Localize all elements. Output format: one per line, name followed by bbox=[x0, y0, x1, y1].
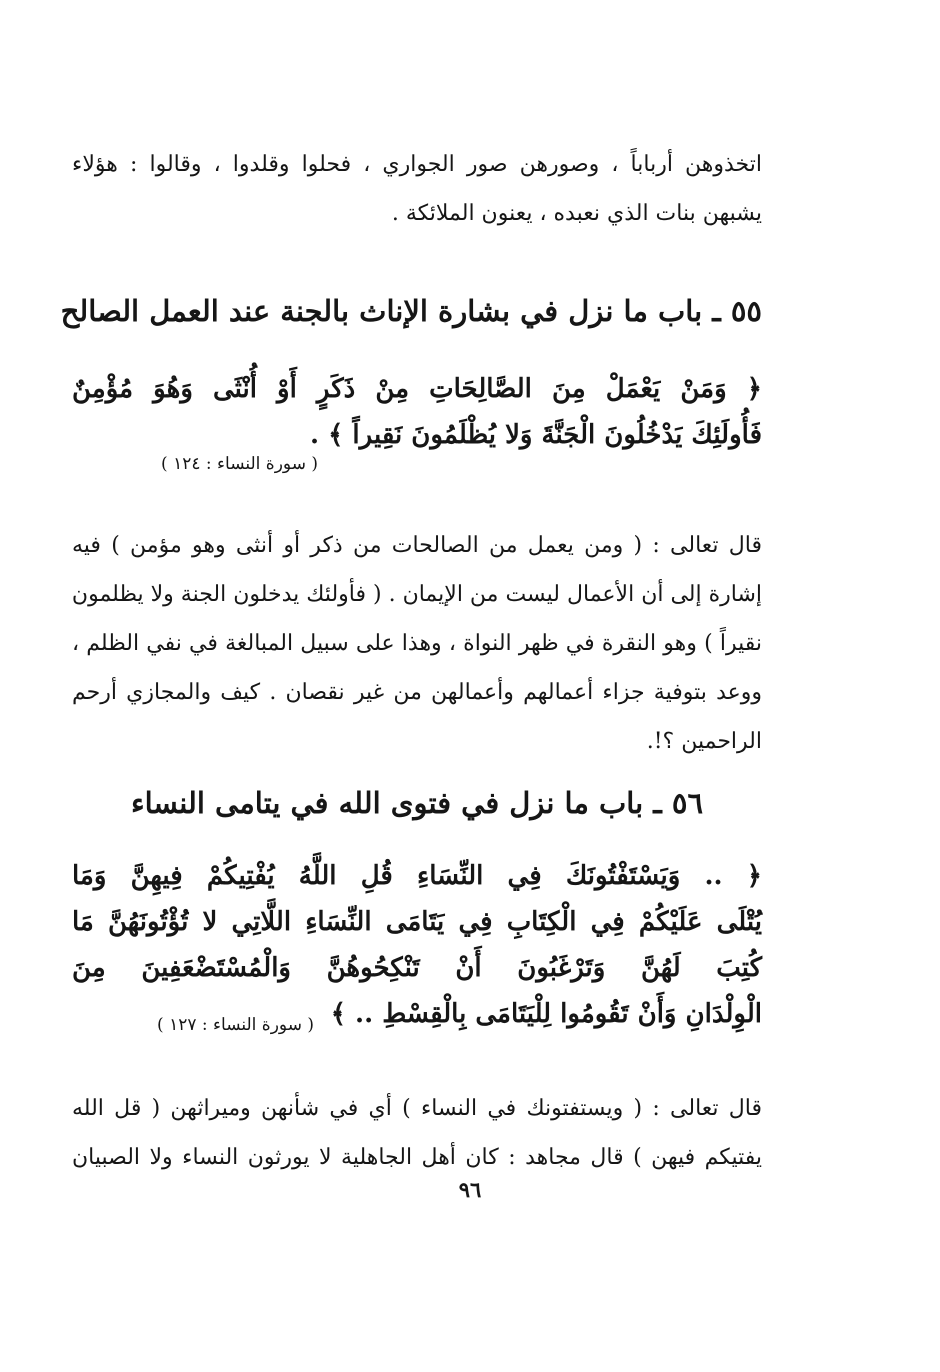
explanation-line: يفتيكم فيهن ) قال مجاهد : كان أهل الجاهلية لا يورثون النساء ولا الصبيان bbox=[72, 1145, 762, 1170]
verse-line: الْوِلْدَانِ وَأَنْ تَقُومُوا لِلْيَتَامَى بِالْقِسْطِ .. ﴾ bbox=[330, 999, 762, 1029]
intro-line: اتخذوهن أرباباً ، وصورهن صور الجواري ، فحلوا وقلدوا ، وقالوا : هؤلاء bbox=[72, 152, 762, 177]
section-55-heading: ٥٥ ـ باب ما نزل في بشارة الإناث بالجنة عند العمل الصالح bbox=[60, 294, 762, 328]
section-55-verse bbox=[72, 366, 762, 458]
verse-line: كُتِبَ لَهُنَّ وَتَرْغَبُونَ أَنْ تَنْكِحُوهُنَّ وَالْمُسْتَضْعَفِينَ مِنَ bbox=[72, 953, 762, 983]
explanation-line: ووعد بتوفية جزاء أعمالهم وأعمالهن من غير نقصان . كيف والمجازي أرحم bbox=[72, 680, 762, 705]
intro-line: يشبهن بنات الذي نعبده ، يعنون الملائكة . bbox=[391, 201, 762, 226]
verse-line: ﴿ .. وَيَسْتَفْتُونَكَ فِي النِّسَاءِ قُلِ اللَّهُ يُفْتِيكُمْ فِيهِنَّ وَمَا bbox=[72, 861, 762, 891]
section-56-verse bbox=[72, 853, 762, 1037]
verse-line: ﴿ وَمَنْ يَعْمَلْ مِنَ الصَّالِحَاتِ مِنْ ذَكَرٍ أَوْ أُنْثَى وَهُوَ مُؤْمِنٌ bbox=[72, 374, 762, 404]
explanation-line: إشارة إلى أن الأعمال ليست من الإيمان . ( فأولئك يدخلون الجنة ولا يظلمون bbox=[71, 582, 762, 607]
verse-line: فَأُولَئِكَ يَدْخُلُونَ الْجَنَّةَ وَلا يُظْلَمُونَ نَقِيراً ﴾ . bbox=[310, 420, 762, 450]
explanation-line: قال تعالى : ( ويستفتونك في النساء ) أي في شأنهن وميراثهن ( قل الله bbox=[72, 1096, 762, 1121]
page-number: ٩٦ bbox=[458, 1177, 482, 1202]
explanation-line: نقيراً ) وهو النقرة في ظهر النواة ، وهذا على سبيل المبالغة في نفي الظلم ، bbox=[72, 631, 763, 656]
section-55-citation: ( سورة النساء : ١٢٤ ) bbox=[161, 454, 318, 474]
section-55-explanation bbox=[72, 521, 762, 766]
verse-line: يُتْلَى عَلَيْكُمْ فِي الْكِتَابِ فِي يَتَامَى النِّسَاءِ اللَّاتِي لا تُؤْتُونَهُنَّ مَا bbox=[72, 907, 762, 937]
section-56-explanation bbox=[72, 1084, 762, 1182]
section-56-citation: ( سورة النساء : ١٢٧ ) bbox=[157, 1015, 314, 1035]
explanation-line: قال تعالى : ( ومن يعمل من الصالحات من ذكر أو أنثى وهو مؤمن ) فيه bbox=[72, 533, 762, 558]
section-56-heading: ٥٦ ـ باب ما نزل في فتوى الله في يتامى النساء bbox=[130, 786, 704, 820]
explanation-line: الراحمين ؟!. bbox=[646, 729, 762, 754]
intro-paragraph bbox=[72, 140, 762, 238]
